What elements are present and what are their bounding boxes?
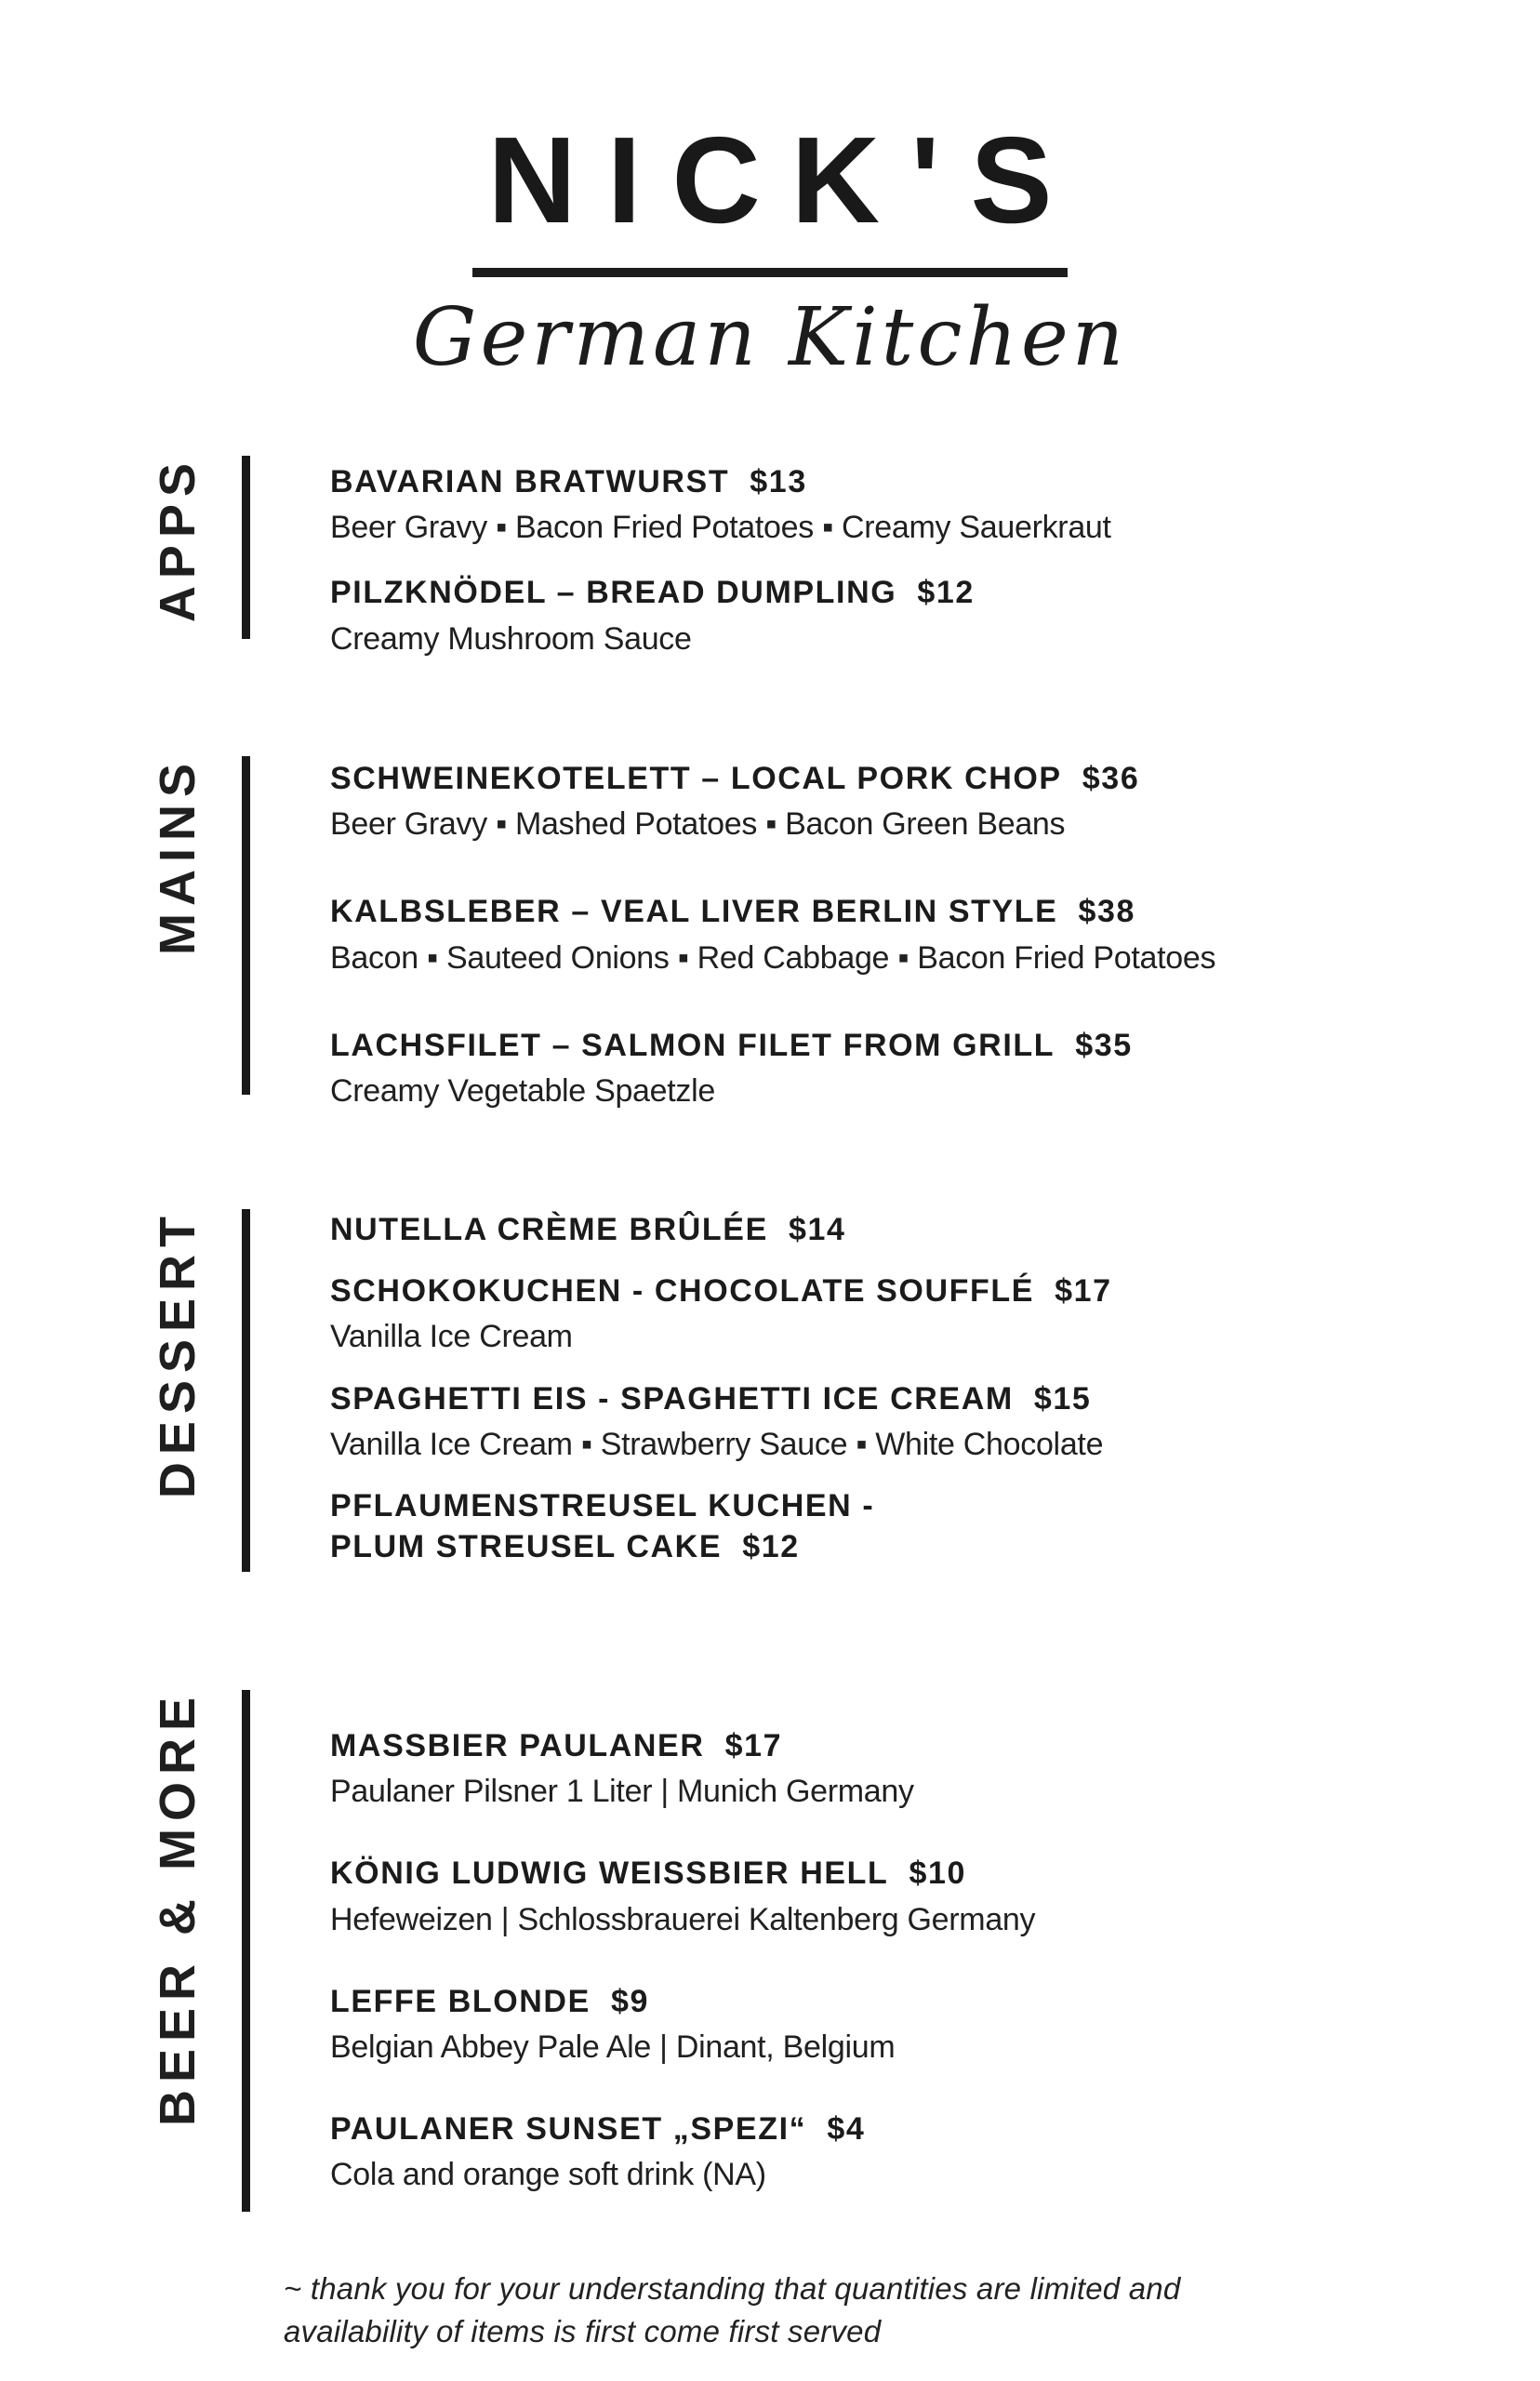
section-mains — [0, 756, 1540, 1109]
menu-item — [330, 1378, 1427, 1465]
section-label-apps: APPS — [150, 456, 206, 623]
section-items — [330, 758, 1427, 1158]
section-bar — [242, 1690, 250, 2212]
item-price: $36 — [1082, 761, 1140, 796]
section-label-beer-and-more: BEER & MORE — [150, 1690, 206, 2127]
item-name: BAVARIAN BRATWURST — [330, 464, 730, 499]
section-label-mains: MAINS — [150, 756, 206, 955]
restaurant-tagline: German Kitchen — [412, 291, 1128, 384]
item-price: $10 — [909, 1856, 967, 1892]
section-bar — [242, 756, 250, 1095]
item-price: $13 — [750, 464, 807, 499]
menu-item — [330, 1725, 1427, 1812]
section-beer-and-more — [0, 1690, 1540, 2215]
item-description: Vanilla Ice Cream — [330, 1319, 573, 1355]
item-description: Cola and orange soft drink (NA) — [330, 2157, 766, 2193]
item-name: PILZKNÖDEL – BREAD DUMPLING — [330, 575, 897, 611]
item-description: Creamy Vegetable Spaetzle — [330, 1072, 715, 1109]
item-name: PAULANER SUNSET „SPEZI“ — [330, 2111, 807, 2148]
item-name: PLUM STREUSEL CAKE — [330, 1529, 723, 1565]
footer-line-2: availability of items is first come first served — [284, 2314, 882, 2349]
item-description: Beer Gravy ▪ Mashed Potatoes ▪ Bacon Green Beans — [330, 806, 1066, 843]
item-price: $14 — [788, 1212, 846, 1247]
menu-item — [330, 1209, 1427, 1250]
restaurant-name: NICK'S — [487, 112, 1083, 248]
item-price: $4 — [827, 2111, 866, 2148]
item-name: KÖNIG LUDWIG WEISSBIER HELL — [330, 1856, 889, 1892]
section-dessert — [0, 1209, 1540, 1576]
item-price: $12 — [917, 575, 975, 611]
item-name: NUTELLA CRÈME BRÛLÉE — [330, 1212, 768, 1247]
item-price: $12 — [742, 1529, 800, 1565]
item-description: Beer Gravy ▪ Bacon Fried Potatoes ▪ Creamy Sauerkraut — [330, 510, 1111, 546]
item-price: $17 — [724, 1728, 783, 1763]
item-name: SCHOKOKUCHEN - CHOCOLATE SOUFFLÉ — [330, 1273, 1034, 1310]
item-name: SPAGHETTI EIS - SPAGHETTI ICE CREAM — [330, 1380, 1014, 1417]
logo-divider — [472, 268, 1068, 277]
item-description: Paulaner Pilsner 1 Liter | Munich Germany — [330, 1774, 914, 1810]
menu-item — [330, 891, 1427, 978]
item-description: Bacon ▪ Sauteed Onions ▪ Red Cabbage ▪ Bacon Fried Potatoes — [330, 939, 1216, 976]
menu-item — [330, 1025, 1427, 1111]
item-description: Belgian Abbey Pale Ale | Dinant, Belgium — [330, 2029, 896, 2065]
item-description: Hefeweizen | Schlossbrauerei Kaltenberg Germany — [330, 1901, 1036, 1937]
menu-item — [330, 461, 1427, 548]
section-apps — [0, 456, 1540, 657]
menu-item — [330, 1485, 1427, 1567]
item-name: MASSBIER PAULANER — [330, 1728, 705, 1763]
item-name: KALBSLEBER – VEAL LIVER BERLIN STYLE — [330, 894, 1058, 930]
menu-item — [330, 2108, 1427, 2195]
section-items — [330, 461, 1427, 684]
section-items — [330, 1725, 1427, 2237]
item-price: $9 — [610, 1983, 649, 2019]
menu-item — [330, 1853, 1427, 1939]
item-description: Creamy Mushroom Sauce — [330, 620, 692, 657]
section-bar — [242, 1209, 250, 1572]
section-items — [330, 1209, 1427, 1588]
item-price: $35 — [1075, 1027, 1133, 1063]
footer-note — [284, 2268, 1353, 2353]
item-description: Vanilla Ice Cream ▪ Strawberry Sauce ▪ White Chocolate — [330, 1426, 1104, 1462]
item-price: $17 — [1055, 1273, 1112, 1310]
item-name: SCHWEINEKOTELETT – LOCAL PORK CHOP — [330, 761, 1062, 796]
menu-item — [330, 758, 1427, 845]
menu-item — [330, 1981, 1427, 2068]
section-label-dessert: DESSERT — [150, 1209, 206, 1499]
footer-line-1: ~ thank you for your understanding that quantities are limited and — [284, 2271, 1181, 2306]
menu-item — [330, 572, 1427, 658]
item-name: LACHSFILET – SALMON FILET FROM GRILL — [330, 1027, 1055, 1063]
item-name: PFLAUMENSTREUSEL KUCHEN - — [330, 1487, 875, 1523]
menu-item — [330, 1270, 1427, 1357]
item-name: LEFFE BLONDE — [330, 1983, 591, 2019]
item-price: $38 — [1078, 894, 1136, 930]
section-bar — [242, 456, 250, 639]
item-price: $15 — [1033, 1380, 1092, 1417]
